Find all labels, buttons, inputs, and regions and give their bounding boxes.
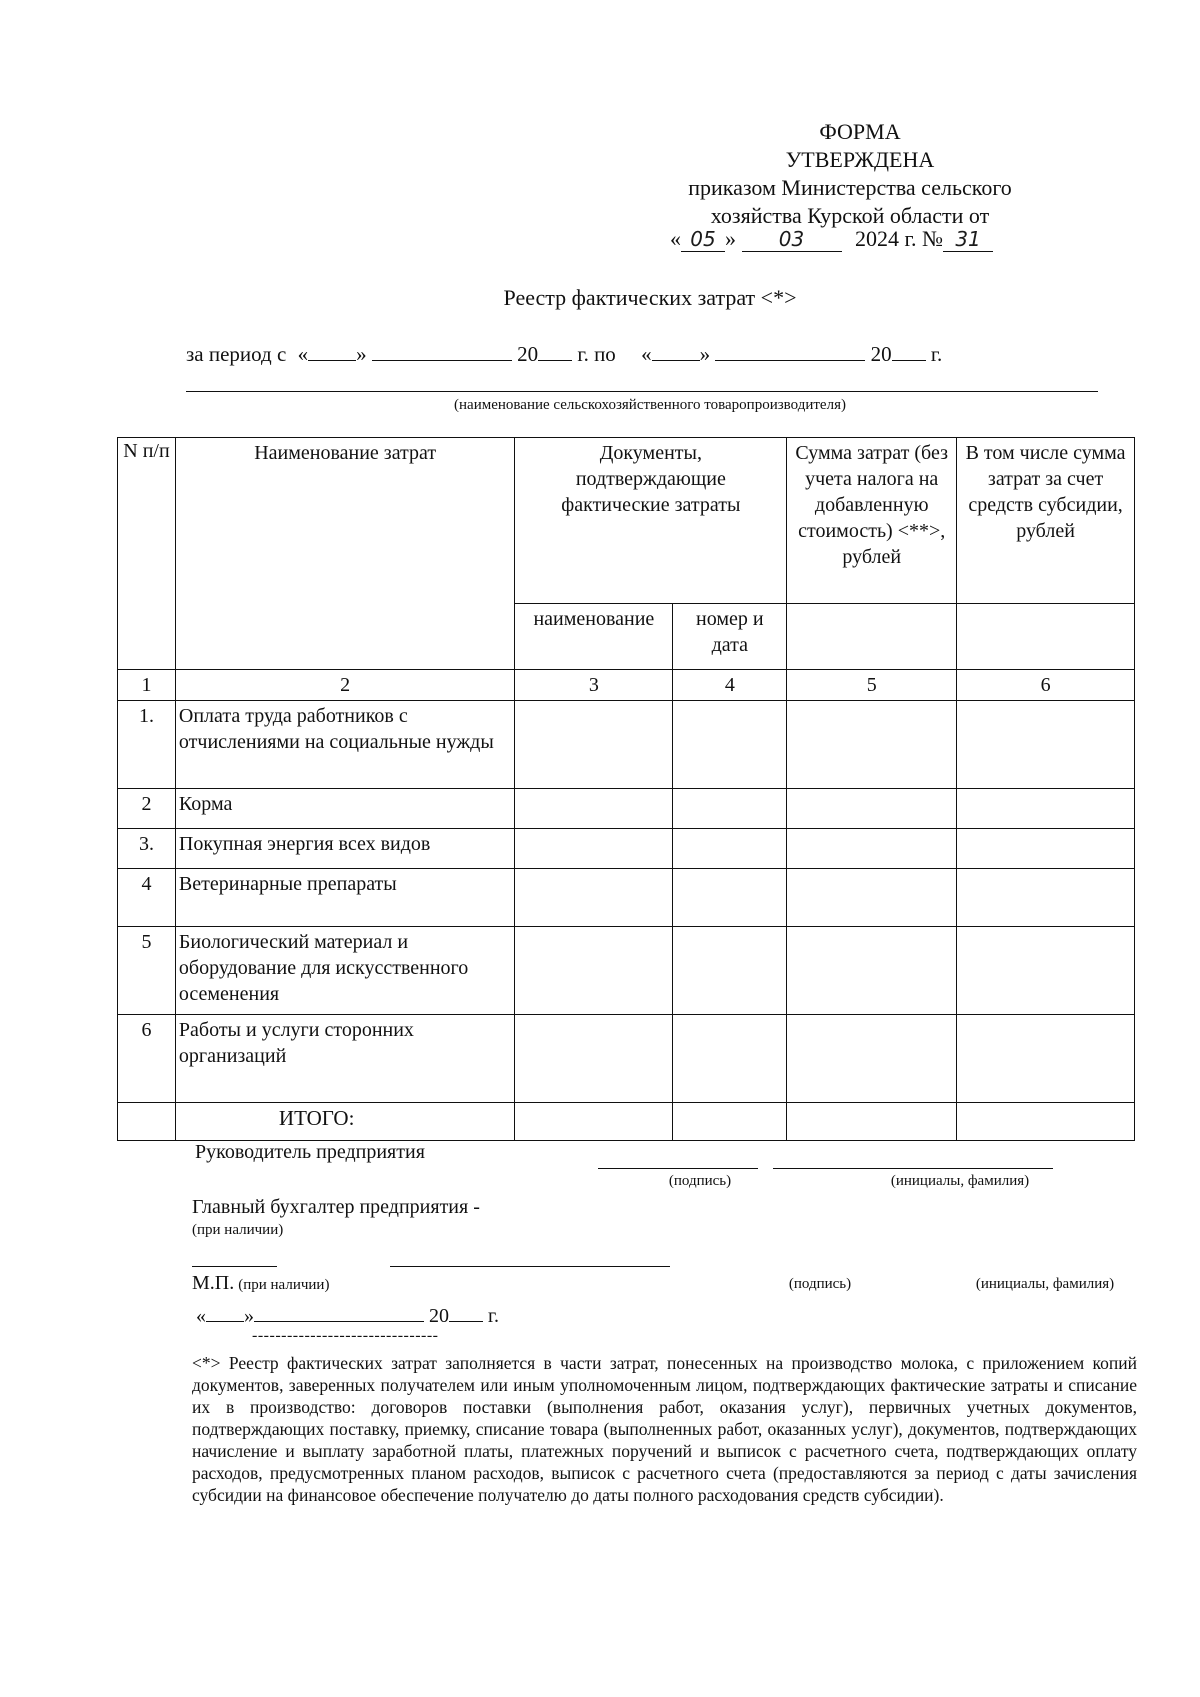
order-number-label: г. № [904,226,944,251]
period-from-year: 20 [517,342,539,367]
cost-register-table [117,437,1135,1141]
header-empty-cell-5 [787,604,957,670]
total-doc-number-cell[interactable] [673,1103,787,1141]
signing-date-open: « [196,1305,206,1327]
header-approved-label: УТВЕРЖДЕНА [785,147,935,172]
period-from-suffix: г. по [577,342,616,367]
row-index: 4 [118,869,176,927]
total-subsidy-cell[interactable] [957,1103,1135,1141]
header-col-doc-number-date: номер и дата [673,604,787,670]
row-subsidy-cell[interactable] [957,789,1135,829]
header-order-text [640,174,1060,230]
table-row [118,701,1135,789]
column-number-4: 4 [673,670,787,701]
document-title: Реестр фактических затрат <*> [503,285,797,310]
accountant-long-line[interactable] [390,1266,670,1267]
period-to-close: » [699,342,711,367]
signing-day-blank[interactable] [206,1300,244,1322]
period-prefix: за период с [186,342,287,367]
row-cost-name: Ветеринарные препараты [175,869,515,927]
row-doc-number-cell[interactable] [673,789,787,829]
stamp-place [192,1272,329,1295]
row-cost-name: Работы и услуги сторонних организаций [175,1015,515,1103]
table-row [118,927,1135,1015]
row-doc-name-cell[interactable] [515,869,673,927]
column-number-3: 3 [515,670,673,701]
row-doc-name-cell[interactable] [515,1015,673,1103]
row-cost-name: Корма [175,789,515,829]
accountant-name-caption: (инициалы, фамилия) [975,1276,1115,1292]
row-subsidy-cell[interactable] [957,1015,1135,1103]
header-empty-cell-6 [957,604,1135,670]
signing-date-suffix: г. [488,1305,499,1327]
period-from-open: « [297,342,309,367]
period-from-year-blank[interactable] [538,338,572,361]
column-number-1: 1 [118,670,176,701]
table-total-row [118,1103,1135,1141]
column-number-5: 5 [787,670,957,701]
order-date-close-quote: » [725,226,736,251]
accountant-signature-caption: (подпись) [788,1276,852,1292]
row-doc-name-cell[interactable] [515,927,673,1015]
producer-name-caption: (наименование сельскохозяйственного товаропроизводителя) [454,397,846,413]
row-cost-name: Биологический материал и оборудование для искусственного осеменения [175,927,515,1015]
header-order-line1: приказом Министерства сельского [688,175,1012,200]
table-row [118,829,1135,869]
period-line [186,338,1086,367]
table-row [118,1015,1135,1103]
order-number-handwritten: 31 [943,227,993,252]
row-cost-name: Оплата труда работников с отчислениями на социальные нужды [175,701,515,789]
accountant-note: (при наличии) [192,1222,284,1238]
stamp-place-note: (при наличии) [238,1277,330,1293]
row-subsidy-cell[interactable] [957,927,1135,1015]
column-number-2: 2 [175,670,515,701]
director-signature-caption: (подпись) [668,1173,732,1189]
row-amount-cell[interactable] [787,829,957,869]
row-amount-cell[interactable] [787,789,957,829]
row-cost-name: Покупная энергия всех видов [175,829,515,869]
order-day-handwritten: 05 [681,227,725,252]
row-amount-cell[interactable] [787,927,957,1015]
row-doc-number-cell[interactable] [673,701,787,789]
period-to-day-blank[interactable] [652,338,700,361]
row-subsidy-cell[interactable] [957,701,1135,789]
period-from-day-blank[interactable] [308,338,356,361]
header-order-line2: хозяйства Курской области от [710,203,990,228]
director-signature-line[interactable] [598,1168,758,1169]
row-doc-number-cell[interactable] [673,1015,787,1103]
header-col-subsidy: В том числе сумма затрат за счет средств субсидии, рублей [957,438,1135,604]
order-date-open-quote: « [670,226,681,251]
signing-month-blank[interactable] [254,1300,424,1322]
producer-name-line[interactable] [186,391,1098,392]
director-label: Руководитель предприятия [195,1141,425,1163]
period-to-year-blank[interactable] [892,338,926,361]
footnote-text: <*> Реестр фактических затрат заполняется в части затрат, понесенных на производство молока, с приложением копий документов, заверенных получателем или иным уполномоченным лицом, подтверждающих фактические затраты и списание их в производство: договоров поставки (выполнения работ, оказания услуг), первичных учетных документов, подтверждающих поставку, приемку, списание товара (выполненных работ, оказанных услуг), документов, подтверждающих начисление и выплату заработной платы, платежных поручений и выписок с расчетного счета, подтверждающих оплату расходов, предусмотренных планом расходов, выписок с расчетного счета (предоставляются за период с даты зачисления субсидии на финансовое обеспечение получателю до даты полного расходования средств субсидии). [192,1353,1137,1505]
total-doc-name-cell[interactable] [515,1103,673,1141]
period-to-year: 20 [870,342,892,367]
total-empty-index [118,1103,176,1141]
row-doc-name-cell[interactable] [515,701,673,789]
total-label: ИТОГО: [175,1103,515,1141]
header-col-amount: Сумма затрат (без учета налога на добавленную стоимость) <**>, рублей [787,438,957,604]
approval-header [660,118,1060,174]
header-col-documents: Документы, подтверждающие фактические затраты [515,438,787,604]
signing-year-blank[interactable] [449,1300,483,1322]
row-subsidy-cell[interactable] [957,829,1135,869]
header-form-label: ФОРМА [819,119,901,144]
row-index: 5 [118,927,176,1015]
row-doc-number-cell[interactable] [673,869,787,927]
row-index: 2 [118,789,176,829]
table-row [118,869,1135,927]
row-doc-name-cell[interactable] [515,789,673,829]
row-amount-cell[interactable] [787,869,957,927]
footnote-separator: -------------------------------- [252,1327,439,1344]
director-name-caption: (инициалы, фамилия) [890,1173,1030,1189]
signing-date [196,1300,499,1328]
period-to-month-blank[interactable] [715,338,865,361]
row-amount-cell[interactable] [787,701,957,789]
header-col-cost-name: Наименование затрат [175,438,515,670]
accountant-label: Главный бухгалтер предприятия - [192,1196,480,1218]
signing-date-close: » [244,1305,254,1327]
row-index: 6 [118,1015,176,1103]
row-doc-number-cell[interactable] [673,829,787,869]
header-col-number: N п/п [118,438,176,670]
period-to-open: « [641,342,652,367]
stamp-place-label: М.П. [192,1272,235,1294]
table-row [118,789,1135,829]
period-from-month-blank[interactable] [372,338,512,361]
signing-year: 20 [429,1305,449,1327]
accountant-short-line[interactable] [192,1266,277,1267]
column-number-6: 6 [957,670,1135,701]
header-col-doc-name: наименование [515,604,673,670]
header-order-date [670,226,1070,252]
order-year: 2024 [855,226,899,251]
row-index: 3. [118,829,176,869]
period-to-suffix: г. [930,342,943,367]
row-subsidy-cell[interactable] [957,869,1135,927]
row-doc-number-cell[interactable] [673,927,787,1015]
row-amount-cell[interactable] [787,1015,957,1103]
row-index: 1. [118,701,176,789]
period-from-close: » [356,342,367,367]
total-amount-cell[interactable] [787,1103,957,1141]
row-doc-name-cell[interactable] [515,829,673,869]
order-month-handwritten: 03 [742,227,842,252]
director-name-line[interactable] [773,1168,1053,1169]
